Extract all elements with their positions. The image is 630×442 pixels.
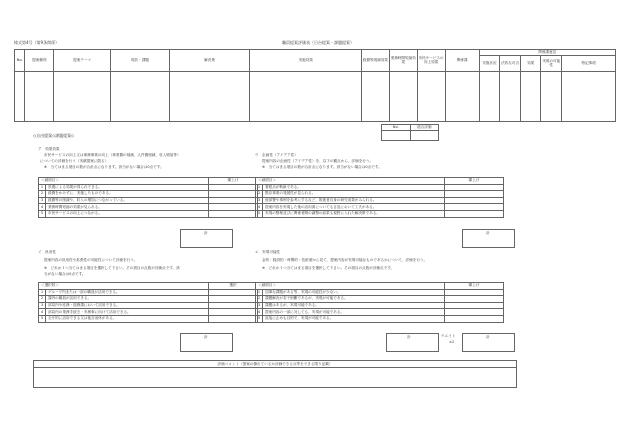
weight-label: ウエイト	[441, 334, 456, 338]
sec-a-title: ア 効果効果	[38, 147, 60, 151]
list-item: 1 加筆な課題がある等、実現の可能性が少ない。	[256, 289, 504, 296]
list-item: 3 部局内や庶務・総務課において活用できる。	[39, 302, 258, 309]
select-cell[interactable]	[209, 309, 258, 316]
sec-b-title: ウ 企画性（アイデア性）	[255, 153, 298, 157]
select-cell[interactable]	[209, 289, 258, 296]
col-eval-notes: 特記事項	[562, 55, 616, 71]
list-item: 4 業務時間短縮の効果が見られる。	[39, 204, 258, 211]
sec-d-desc2: ※ どれか１つ当てはまる項目を選択して下さい。その項目の点数が評価点です。	[262, 266, 395, 270]
list-item: 5 直接に止めも目的で、実現が可能である。	[256, 315, 504, 322]
sec-c-header-right: 選択	[209, 283, 258, 290]
sec-b-header-left: ＜細項目＞	[256, 178, 445, 185]
list-item: 2 既存事業の発展性が見られる。	[256, 191, 504, 198]
comment-label: 評価コメント（提案の優れているか評価できる点等をできる限り記載）	[34, 361, 516, 368]
section-title: ◇自由提案◇課題提案◇	[33, 133, 75, 138]
sec-b-total-box[interactable]	[462, 229, 515, 248]
list-item: 2 経費をかけずに、実施したものである。	[39, 191, 258, 198]
sec-d-title: エ 実現可能性	[255, 250, 281, 254]
list-item: 4 提案内容の一部に対しても、実現が可能である。	[256, 309, 504, 316]
col-eval-effect: 効果	[520, 55, 541, 71]
sec-d-header-right: 陳上げ	[445, 283, 504, 290]
col-theme: 提案テーマ	[54, 50, 111, 72]
score-no-label: No.	[382, 125, 411, 131]
col-effect: 実施効果	[250, 50, 362, 72]
list-item: 1 設置による効果が得られできる。	[39, 184, 258, 191]
sec-c-header-left: ＜選択肢＞	[39, 283, 209, 290]
sec-b-desc2: ※ 当てはまる項目の数が合計点になります。該当がない場合は0点です。	[262, 165, 382, 169]
table-row	[15, 71, 616, 121]
sec-d-total2-label: 計	[486, 335, 490, 339]
col-eval-status: 実施状況	[479, 55, 500, 71]
select-cell[interactable]	[209, 315, 258, 322]
sec-a-total-box[interactable]	[180, 229, 233, 248]
check-cell[interactable]	[445, 184, 504, 191]
list-item: 5 実現の整理並びに関係者間の調整の結果も視野に入れた解決策である。	[256, 210, 504, 217]
sec-d-total2-box[interactable]	[462, 333, 515, 352]
list-item: 4 提案内容を実現した後の活用面についても言及において工夫がある。	[256, 204, 504, 211]
list-item: 4 部局内の業務手続き・実務事に向けて活用できる。	[39, 309, 258, 316]
sec-a-table	[38, 177, 258, 218]
col-solution: 解決策	[169, 50, 250, 72]
col-service: 市民サービスの向上効果	[417, 50, 445, 72]
check-cell[interactable]	[209, 204, 258, 211]
sec-a-desc1: 市民サービスの向上又は事務事業の向上（事業費の削減、人件費削減、収入増加等）	[44, 153, 181, 157]
col-eval-legal: 法的な可否	[500, 55, 521, 71]
select-cell[interactable]	[209, 302, 258, 309]
check-cell[interactable]	[209, 191, 258, 198]
col-time-effect: 業務時間短縮効果	[389, 50, 417, 72]
select-cell[interactable]	[445, 296, 504, 303]
check-cell[interactable]	[445, 191, 504, 198]
select-cell[interactable]	[445, 289, 504, 296]
select-cell[interactable]	[445, 309, 504, 316]
sec-c-title: イ 汎用性	[38, 250, 56, 254]
sec-c-desc1: 提案内容の汎用性や拡張性の可能性について評価を行う。	[44, 258, 138, 262]
list-item: 5 全庁的に活用できる又は他自治体がある。	[39, 315, 258, 322]
sec-c-desc2: ※ どれか１つ当てはまる項目を選択して下さい。その項目の点数が評価点です。該	[44, 266, 180, 270]
col-eval-feasible: 実現の可能性	[541, 55, 562, 71]
list-item: 2 課内の職員が活用できる。	[39, 296, 258, 303]
sec-c-table	[38, 282, 258, 323]
sec-d-table	[255, 282, 504, 323]
check-cell[interactable]	[209, 210, 258, 217]
col-type: 提案種別	[25, 50, 54, 72]
select-cell[interactable]	[445, 302, 504, 309]
check-cell[interactable]	[209, 197, 258, 204]
sec-a-header-right: 陳上げ	[209, 178, 258, 185]
sec-d-desc1: 金的・経済的・時間的・技術面から見て、提案内容が実現可能なものであるかについて、評価を行う。	[262, 258, 428, 262]
list-item: 3 経費等の削減や、収入の増加につながっている。	[39, 197, 258, 204]
sec-b-header-right: 陳上げ	[445, 178, 504, 185]
col-eval-group: 関係課意見	[479, 50, 615, 56]
check-cell[interactable]	[445, 210, 504, 217]
sec-b-table	[255, 177, 504, 218]
check-cell[interactable]	[209, 184, 258, 191]
score-total-label: 総合評価	[410, 125, 439, 131]
comment-box[interactable]	[33, 360, 517, 388]
list-item: 1 着眼点が斬新である。	[256, 184, 504, 191]
proposal-table	[14, 49, 616, 122]
list-item: 5 市民サービスの向上につながる。	[39, 210, 258, 217]
sec-d-total-label: 計	[407, 335, 411, 339]
sec-d-total-box[interactable]	[386, 333, 439, 352]
select-cell[interactable]	[209, 296, 258, 303]
col-current: 現状・課題	[111, 50, 170, 72]
page-title: 職員提案評価表（日台提案・課題提案）	[282, 40, 354, 45]
check-cell[interactable]	[445, 197, 504, 204]
sec-a-total-label: 計	[204, 231, 208, 235]
sec-c-total-label: 計	[204, 335, 208, 339]
select-cell[interactable]	[445, 315, 504, 322]
check-cell[interactable]	[445, 204, 504, 211]
weight-value: ×2	[449, 340, 455, 344]
score-box	[381, 124, 439, 141]
list-item: 3 他部署や事例を参考にするなど、推進者自身の研究成果がみられる。	[256, 197, 504, 204]
sec-a-header-left: ＜細項目＞	[39, 178, 209, 185]
list-item: 2 課題解決が若干困難であるが、実現が可能である。	[256, 296, 504, 303]
col-no: No.	[15, 50, 25, 72]
list-item: 1 グループ内または一部の職員が活用できる。	[39, 289, 258, 296]
sec-c-total-box[interactable]	[180, 333, 233, 352]
sec-b-total-label: 計	[486, 231, 490, 235]
sec-a-desc2: についての評価を行う（実績提案に限る）	[40, 159, 109, 163]
form-label: 様式第4号（第9条関係）	[14, 40, 60, 45]
sec-c-desc3: 当がない場合は0点です。	[44, 272, 86, 276]
list-item: 3 課題はあるが、実現可能である。	[256, 302, 504, 309]
sec-a-desc3: ※ 当てはまる項目の数が合計点になります。該当がない場合は0点です。	[44, 165, 164, 169]
col-dept: 関係課	[445, 50, 479, 72]
col-cost-effect: 経費等削減効果	[361, 50, 389, 72]
sec-b-desc1: 提案内容の企画性（アイデア性）を、以下の観点から、評価を行う。	[262, 159, 374, 163]
sec-d-header-left: ＜細項目＞	[256, 283, 445, 290]
